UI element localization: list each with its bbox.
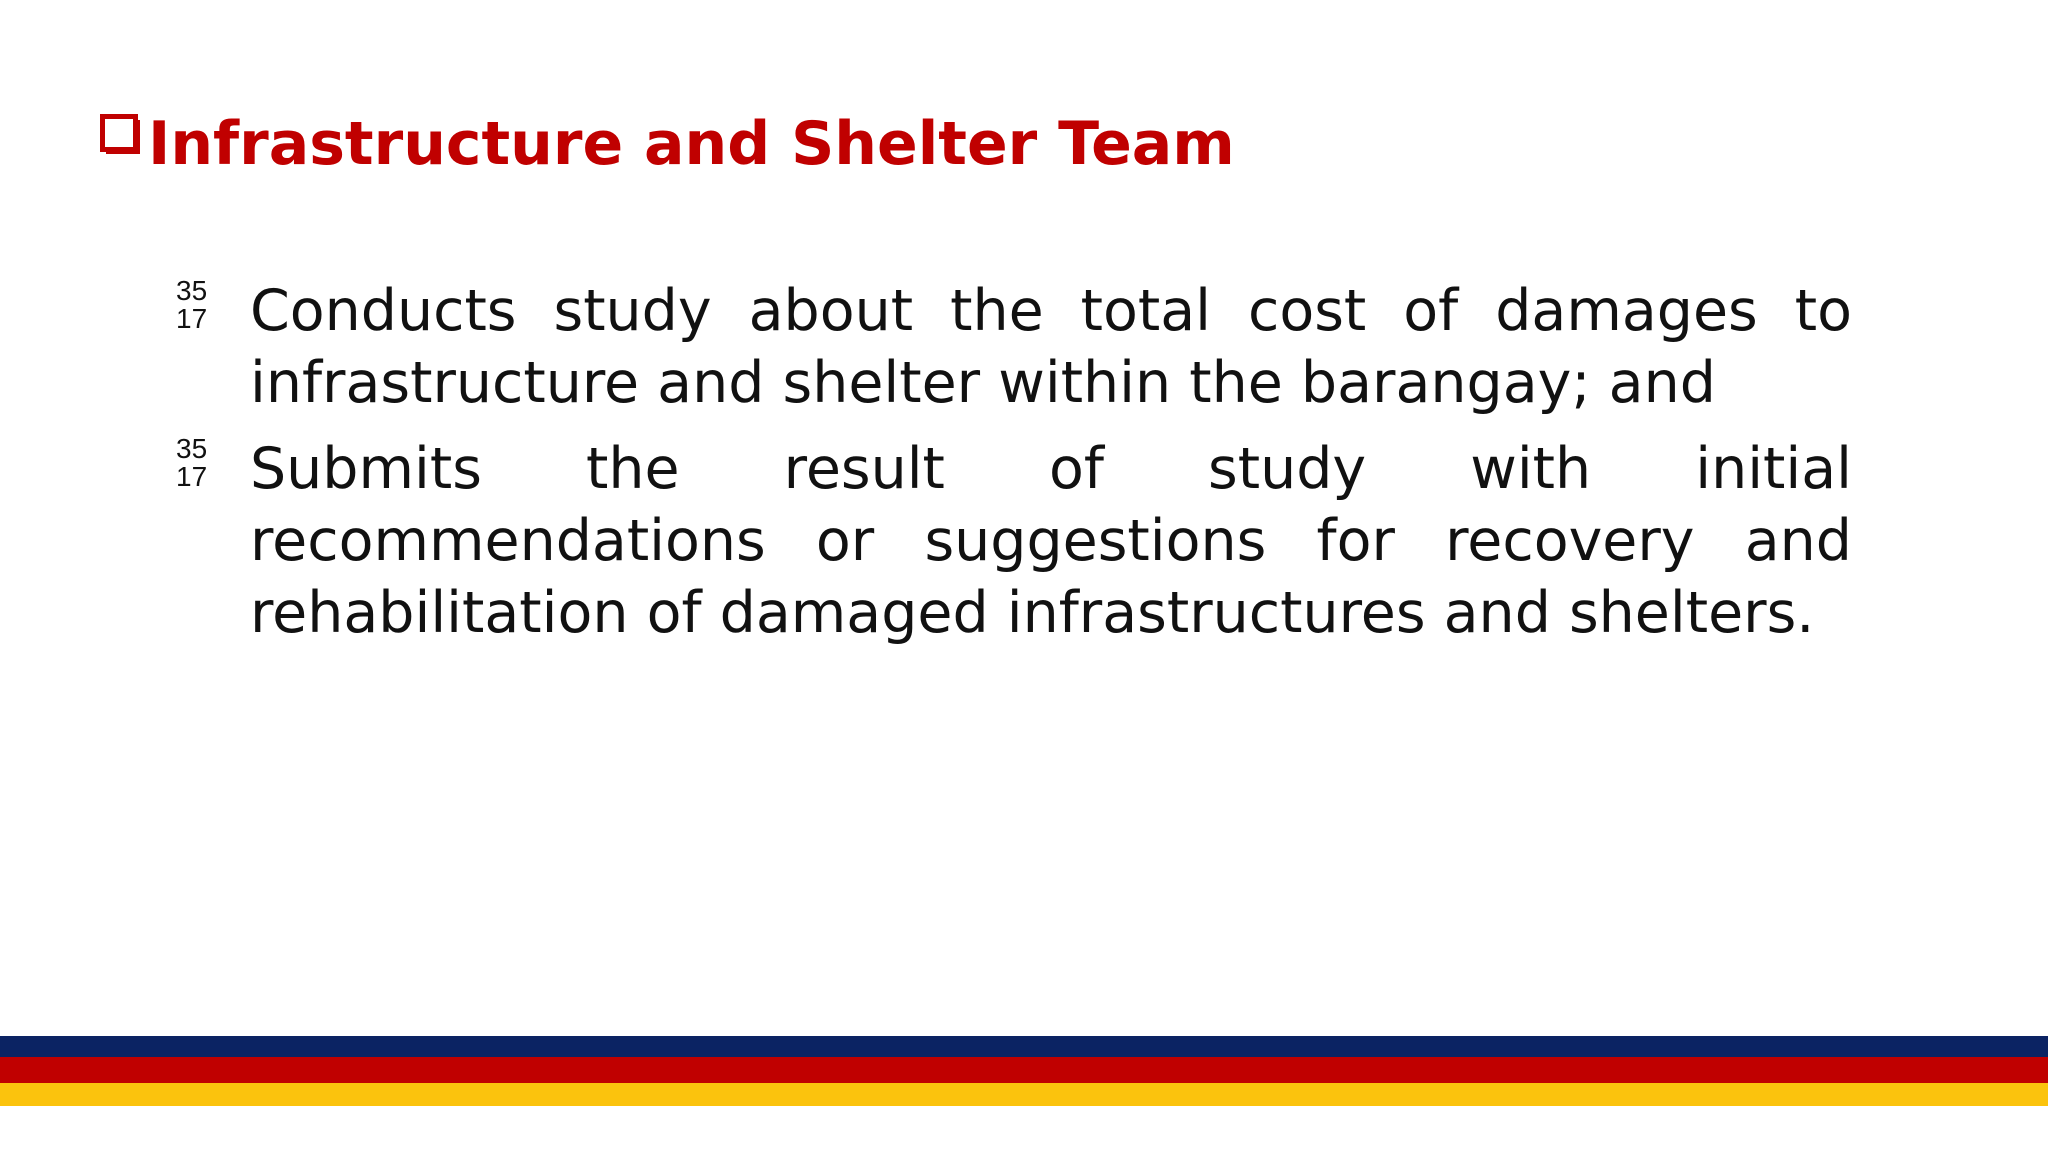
list-marker [176,275,250,333]
heading-title: Infrastructure and Shelter Team [148,109,1235,179]
list-marker [176,433,250,491]
section-heading [100,108,1235,180]
bullet-list [176,275,1852,663]
square-bullet-icon [100,114,138,152]
list-item [176,433,1852,649]
stripe-red [0,1057,2048,1083]
footer-stripes [0,1036,2048,1106]
stripe-gold [0,1083,2048,1106]
list-item-text: Submits the result of study with initial recommendations or suggestions for recovery and rehabilitation of damaged infrastructures and shelters. [250,436,1852,646]
stripe-navy [0,1036,2048,1057]
list-marker-bottom: 17 [176,461,208,492]
list-marker-bottom: 17 [176,303,208,334]
list-marker-top: 35 [176,433,208,464]
list-marker-top: 35 [176,275,208,306]
list-item [176,275,1852,419]
list-item-text: Conducts study about the total cost of damages to infrastructure and shelter within the barangay; and [250,278,1852,416]
